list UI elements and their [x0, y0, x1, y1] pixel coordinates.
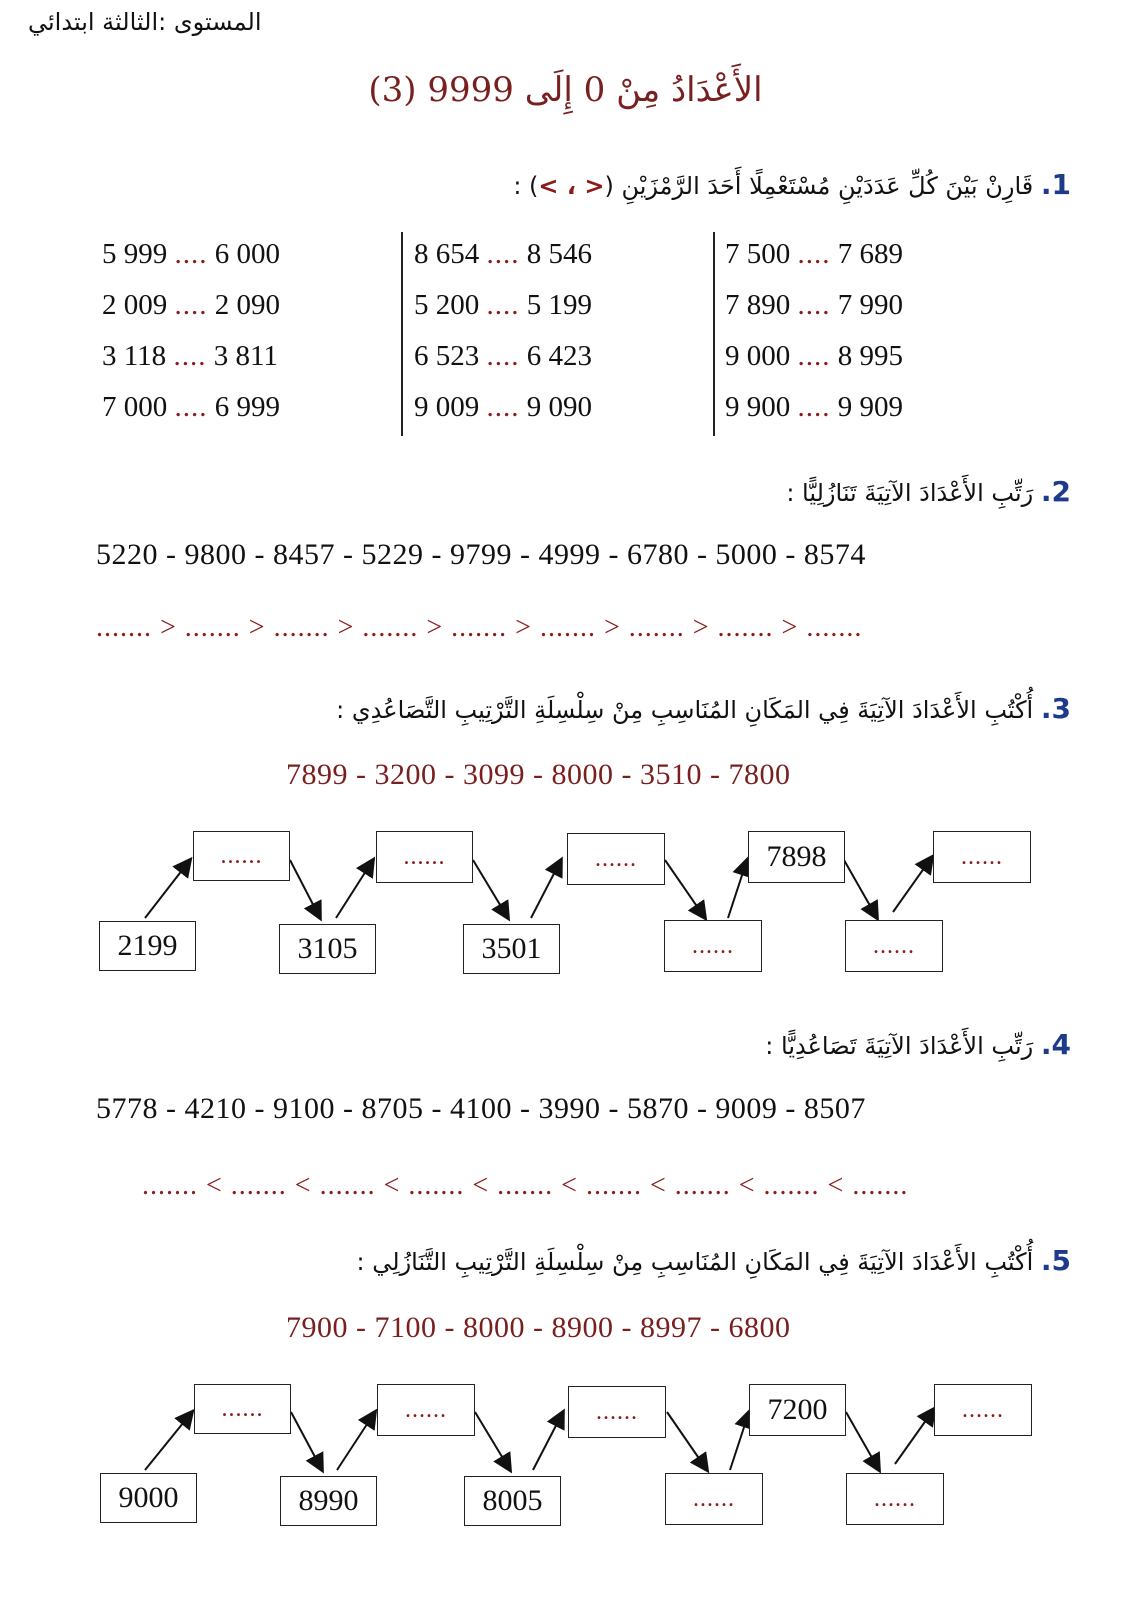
chain-box: 2199: [99, 921, 196, 971]
chain-box-blank[interactable]: ......: [568, 1386, 666, 1438]
ex2-answer-line[interactable]: ....... > ....... > ....... > ....... > ....... > ....... > ....... > ....... > .......: [96, 612, 863, 643]
compare-item[interactable]: 7 500 .... 7 689: [725, 238, 903, 270]
ex2-text: رَتِّبِ الأَعْدَادَ الآتِيَةَ تَنَازُلِيًّا :: [786, 479, 1034, 507]
chain-box: 7200: [749, 1384, 846, 1436]
compare-item[interactable]: 8 654 .... 8 546: [414, 238, 592, 270]
column-divider: [401, 232, 403, 436]
ex2-number: 2.: [1040, 475, 1071, 508]
chain-box: 9000: [100, 1473, 197, 1523]
ex4-instruction: [765, 1028, 1071, 1061]
chain-box-blank[interactable]: ......: [933, 831, 1031, 883]
ex1-number: 1.: [1040, 168, 1071, 201]
chain-box-blank[interactable]: ......: [567, 833, 665, 885]
compare-item[interactable]: 5 200 .... 5 199: [414, 289, 592, 321]
ex5-numbers: 7900 - 7100 - 8000 - 8900 - 8997 - 6800: [286, 1311, 791, 1344]
ex3-number: 3.: [1040, 692, 1071, 725]
chain-box: 3105: [279, 924, 376, 974]
ex1-symbols: < ، >: [538, 172, 605, 200]
ex2-instruction: [786, 475, 1071, 508]
chain-box-blank[interactable]: ......: [193, 831, 290, 881]
compare-item[interactable]: 7 000 .... 6 999: [102, 391, 280, 423]
compare-item[interactable]: 2 009 .... 2 090: [102, 289, 280, 321]
ex4-numbers: 5778 - 4210 - 9100 - 8705 - 4100 - 3990 - 5870 - 9009 - 8507: [96, 1092, 866, 1125]
level-label: المستوى :الثالثة ابتدائي: [28, 8, 262, 36]
chain-box-blank[interactable]: ......: [845, 920, 943, 972]
chain-box: 8990: [280, 1476, 377, 1526]
chain-box: 8005: [464, 1476, 561, 1526]
ex1-text-end: ) :: [513, 172, 539, 200]
ex4-text: رَتِّبِ الأَعْدَادَ الآتِيَةَ تَصَاعُدِيًّا :: [765, 1032, 1034, 1060]
compare-item[interactable]: 7 890 .... 7 990: [725, 289, 903, 321]
chain-box-blank[interactable]: ......: [665, 1473, 763, 1525]
compare-item[interactable]: 9 900 .... 9 909: [725, 391, 903, 423]
compare-item[interactable]: 9 009 .... 9 090: [414, 391, 592, 423]
ex4-answer-line[interactable]: ....... < ....... < ....... < ....... < ....... < ....... < ....... < ....... < .......: [142, 1170, 909, 1201]
chain-box-blank[interactable]: ......: [376, 831, 473, 883]
ex4-number: 4.: [1040, 1028, 1071, 1061]
chain-box-blank[interactable]: ......: [846, 1473, 944, 1525]
ex3-instruction: [336, 692, 1071, 725]
chain-box-blank[interactable]: ......: [377, 1384, 475, 1436]
ex1-instruction: [513, 168, 1071, 201]
compare-item[interactable]: 6 523 .... 6 423: [414, 340, 592, 372]
ex5-instruction: [357, 1244, 1071, 1277]
ex3-numbers: 7899 - 3200 - 3099 - 8000 - 3510 - 7800: [286, 758, 791, 791]
compare-item[interactable]: 5 999 .... 6 000: [102, 238, 280, 270]
ex2-numbers: 5220 - 9800 - 8457 - 5229 - 9799 - 4999 - 6780 - 5000 - 8574: [96, 538, 866, 571]
ex1-text: قَارِنْ بَيْنَ كُلِّ عَدَدَيْنِ مُسْتَعْمِلًا أَحَدَ الرَّمْزَيْنِ (: [604, 172, 1034, 200]
page-title: الأَعْدَادُ مِنْ 0 إِلَى 9999 (3): [368, 70, 763, 110]
column-divider: [713, 232, 715, 436]
chain-box-blank[interactable]: ......: [934, 1384, 1032, 1436]
chain-box-blank[interactable]: ......: [194, 1384, 291, 1434]
chain-box-blank[interactable]: ......: [664, 920, 762, 972]
ex5-text: أُكْتُبِ الأَعْدَادَ الآتِيَةَ فِي المَكَانِ المُنَاسِبِ مِنْ سِلْسِلَةِ التَّرْتِيبِ التَّنَازُلِي :: [356, 1248, 1034, 1276]
ex5-number: 5.: [1040, 1244, 1071, 1277]
compare-item[interactable]: 3 118 .... 3 811: [102, 340, 278, 372]
compare-item[interactable]: 9 000 .... 8 995: [725, 340, 903, 372]
ex3-text: أُكْتُبِ الأَعْدَادَ الآتِيَةَ فِي المَكَانِ المُنَاسِبِ مِنْ سِلْسِلَةِ التَّرْتِيبِ التَّصَاعُدِي :: [336, 696, 1034, 724]
chain-box: 3501: [463, 924, 560, 974]
chain-box: 7898: [748, 831, 845, 883]
